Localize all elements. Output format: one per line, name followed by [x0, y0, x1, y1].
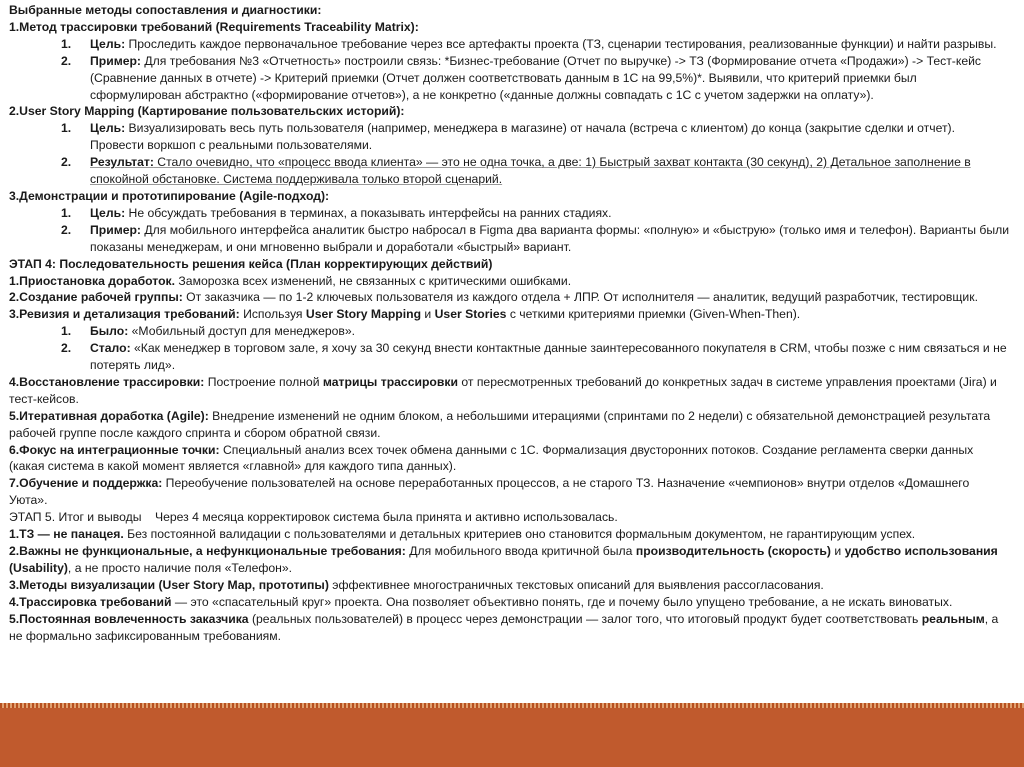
- stage-4-title: ЭТАП 4: Последовательность решения кейса (План корректирующих действий): [9, 256, 493, 271]
- conclusion-3: 3.Методы визуализации (User Story Map, прототипы) эффективнее многостраничных текстовых описаний для выявления рассогласования.: [9, 577, 824, 592]
- conclusion-1: 1.ТЗ — не панацея. Без постоянной валидации с пользователями и детальных критериев оно становится формальным документом, не гарантирующим успех.: [9, 527, 916, 542]
- step-6: 6.Фокус на интеграционные точки: Специальный анализ всех точек обмена данными с 1С. Формализация двусторонних потоков. Создание регламента сверки данных (какая система в какой момент является «главной» для каждого типа данных).: [9, 442, 974, 474]
- list-item: 2. Результат: Стало очевидно, что «процесс ввода клиента» — это не одна точка, а две: 1) Быстрый захват контакта (30 секунд), 2) Детальное заполнение в спокойной обстановке. Система поддерживала только второй сценарий.: [61, 155, 971, 187]
- conclusion-4: 4.Трассировка требований — это «спасательный круг» проекта. Она позволяет объективно понять, где и почему было упущено требование, а не искать виноватых.: [9, 594, 953, 609]
- list-item: 2. Пример: Для мобильного интерфейса аналитик быстро набросал в Figma два варианта формы: «полную» и «быструю» (только имя и телефон). Варианты были показаны менеджерам, и они мгновенно выбрали и доработали «быстрый» вариант.: [61, 222, 1010, 254]
- method-3-title: 3.Демонстрации и прототипирование (Agile-подход):: [9, 188, 330, 203]
- stage-5-title: ЭТАП 5. Итог и выводы Через 4 месяца корректировок система была принята и активно использовалась.: [9, 510, 618, 525]
- step-7: 7.Обучение и поддержка: Переобучение пользователей на основе переработанных процессов, а не старого ТЗ. Назначение «чемпионов» внутри отделов «Домашнего Уюта».: [9, 476, 970, 508]
- list-item: 1. Цель: Визуализировать весь путь пользователя (например, менеджера в магазине) от начала (встреча с клиентом) до конца (закрытие сделки и отчет). Провести воркшоп с реальными пользователями.: [61, 121, 955, 153]
- list-item: 1. Цель: Не обсуждать требования в терминах, а показывать интерфейсы на ранних стадиях.: [61, 205, 612, 220]
- step-5: 5.Итеративная доработка (Agile): Внедрение изменений не одним блоком, а небольшими итерациями (спринтами по 2 недели) с обязательной демонстрацией результата рабочей группе после каждого спринта и сбором обратной связи.: [9, 408, 991, 440]
- list-item: 2. Пример: Для требования №3 «Отчетность» построили связь: *Бизнес-требование (Отчет по выручке) -> ТЗ (Формирование отчета «Продажи») -> Тест-кейс (Сравнение данных в отчете) -> Критерий приемки (Отчет должен соответствовать данным в 1С на 99,5%)*. Выявили, что критерий приемки был сформулирован абстрактно («формирование отчетов»), а не конкретно («данные должны совпадать с 1С с учетом задержки на оплату»).: [61, 53, 982, 102]
- list-item: 1. Было: «Мобильный доступ для менеджеров».: [61, 324, 356, 339]
- method-1-title: 1.Метод трассировки требований (Requirements Traceability Matrix):: [9, 19, 419, 34]
- conclusion-5: 5.Постоянная вовлеченность заказчика (реальных пользователей) в процесс через демонстрации — залог того, что итоговый продукт будет соответствовать реальным, а не формально зафиксированным требованиям.: [9, 611, 999, 643]
- step-2: 2.Создание рабочей группы: От заказчика — по 1-2 ключевых пользователя из каждого отдела + ЛПР. От исполнителя — аналитик, ведущий разработчик, тестировщик.: [9, 290, 978, 305]
- list-item: 1. Цель: Проследить каждое первоначальное требование через все артефакты проекта (ТЗ, сценарии тестирования, реализованные функции) и найти разрывы.: [61, 36, 997, 51]
- step-1: 1.Приостановка доработок. Заморозка всех изменений, не связанных с критическими ошибками.: [9, 273, 572, 288]
- heading: Выбранные методы сопоставления и диагностики:: [9, 3, 322, 17]
- step-3: 3.Ревизия и детализация требований: Используя User Story Mapping и User Stories с четкими критериями приемки (Given-When-Then).: [9, 307, 801, 322]
- method-2-title: 2.User Story Mapping (Картирование пользовательских историй):: [9, 104, 405, 119]
- step-4: 4.Восстановление трассировки: Построение полной матрицы трассировки от пересмотренных требований до конкретных задач в системе управления проектами (Jira) и тест-кейсов.: [9, 374, 997, 406]
- list-item: 2. Стало: «Как менеджер в торговом зале, я хочу за 30 секунд внести контактные данные заинтересованного покупателя в CRM, чтобы позже с ним связаться и не потерять лид».: [61, 341, 1007, 373]
- footer-stripe: [0, 703, 1024, 708]
- footer-bar: [0, 703, 1024, 767]
- conclusion-2: 2.Важны не функциональные, а нефункциональные требования: Для мобильного ввода критичной была производительность (скорость) и удобство использования (Usability), а не просто наличие поля «Телефон».: [9, 544, 998, 575]
